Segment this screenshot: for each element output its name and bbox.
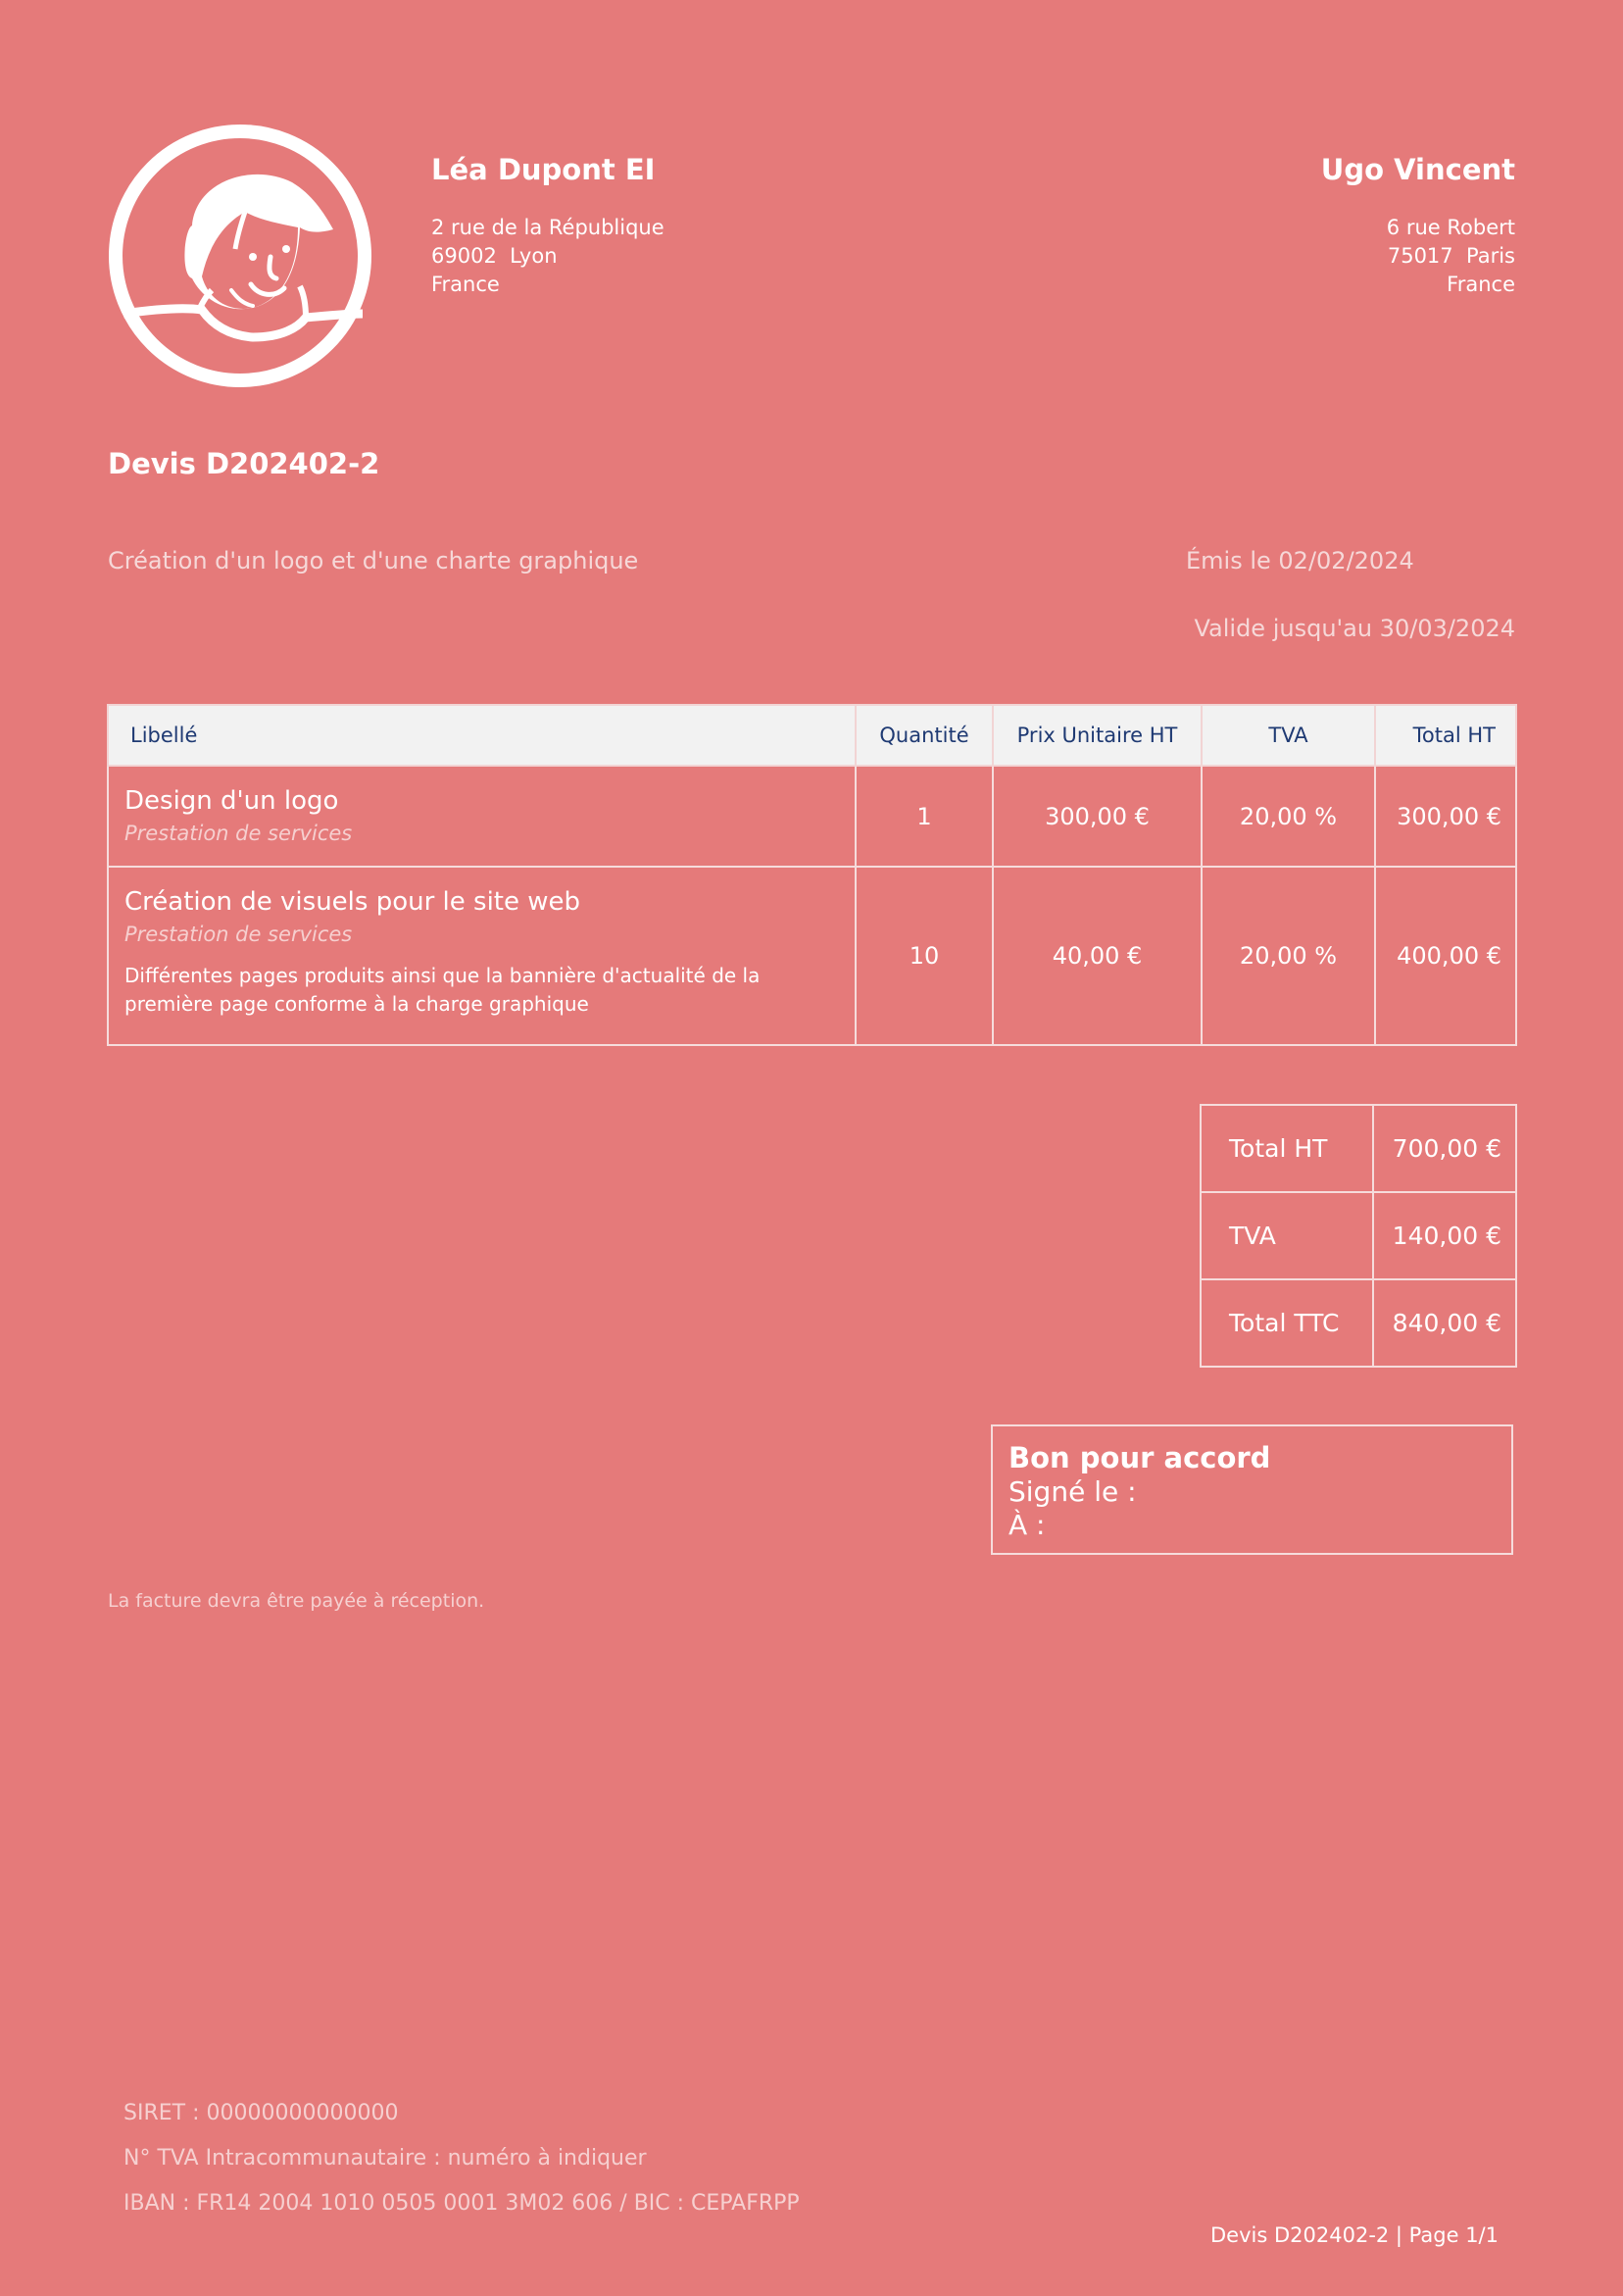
payment-note: La facture devra être payée à réception.	[108, 1590, 485, 1612]
approval-signed-date: Signé le :	[1008, 1475, 1137, 1508]
totals-table	[1200, 1104, 1517, 1368]
vat-value: 140,00 €	[1373, 1192, 1516, 1279]
approval-title: Bon pour accord	[1008, 1441, 1271, 1474]
client-address-line: 6 rue Robert	[1386, 216, 1515, 239]
vat-label: TVA	[1201, 1192, 1373, 1279]
item-label: Création de visuels pour le site web	[124, 887, 581, 917]
item-unit-price: 40,00 €	[993, 867, 1202, 1045]
issue-date: Émis le 02/02/2024	[1186, 547, 1414, 574]
item-vat: 20,00 %	[1202, 867, 1375, 1045]
totals-row	[1201, 1192, 1516, 1279]
approval-box	[991, 1424, 1513, 1555]
column-header-unit-price: Prix Unitaire HT	[993, 705, 1202, 766]
item-unit-price: 300,00 €	[993, 766, 1202, 867]
footer-vat-number: N° TVA Intracommunautaire : numéro à indiquer	[123, 2146, 647, 2171]
column-header-total: Total HT	[1375, 705, 1516, 766]
document-subject: Création d'un logo et d'une charte graphique	[108, 547, 639, 574]
footer-siret: SIRET : 00000000000000	[123, 2101, 399, 2125]
approval-place: À :	[1008, 1509, 1046, 1541]
client-address-line: France	[1447, 273, 1515, 296]
items-table	[107, 704, 1517, 1046]
client-name: Ugo Vincent	[1320, 153, 1515, 186]
item-total: 400,00 €	[1375, 867, 1516, 1045]
table-row	[108, 867, 1516, 1045]
sender-address-line: 2 rue de la République	[431, 216, 664, 239]
sender-address-line: France	[431, 273, 500, 296]
client-address-line: 75017 Paris	[1387, 244, 1515, 268]
item-type: Prestation de services	[124, 822, 353, 845]
item-label: Design d'un logo	[124, 786, 339, 816]
woman-face-logo-icon	[106, 122, 374, 390]
item-total: 300,00 €	[1375, 766, 1516, 867]
item-vat: 20,00 %	[1202, 766, 1375, 867]
client-address	[1387, 214, 1515, 299]
total-ht-label: Total HT	[1201, 1105, 1373, 1192]
item-description-cell	[108, 867, 856, 1045]
sender-address-line: 69002 Lyon	[431, 244, 558, 268]
footer-bank-details: IBAN : FR14 2004 1010 0505 0001 3M02 606 / BIC : CEPAFRPP	[123, 2191, 800, 2216]
table-header-row	[108, 705, 1516, 766]
totals-row	[1201, 1279, 1516, 1367]
page-number: Devis D202402-2 | Page 1/1	[1210, 2223, 1499, 2247]
total-ttc-value: 840,00 €	[1373, 1279, 1516, 1367]
item-description-cell	[108, 766, 856, 867]
total-ht-value: 700,00 €	[1373, 1105, 1516, 1192]
column-header-label: Libellé	[108, 705, 856, 766]
item-type: Prestation de services	[124, 923, 353, 946]
column-header-vat: TVA	[1202, 705, 1375, 766]
item-quantity: 1	[856, 766, 993, 867]
item-quantity: 10	[856, 867, 993, 1045]
sender-address	[431, 214, 664, 299]
table-row	[108, 766, 1516, 867]
document-title: Devis D202402-2	[108, 447, 380, 480]
totals-row	[1201, 1105, 1516, 1192]
total-ttc-label: Total TTC	[1201, 1279, 1373, 1367]
column-header-quantity: Quantité	[856, 705, 993, 766]
sender-name: Léa Dupont EI	[431, 153, 656, 186]
valid-until-date: Valide jusqu'au 30/03/2024	[1194, 615, 1515, 642]
item-details: Différentes pages produits ainsi que la bannière d'actualité de la première page conforme à la charge graphique	[124, 964, 761, 1016]
